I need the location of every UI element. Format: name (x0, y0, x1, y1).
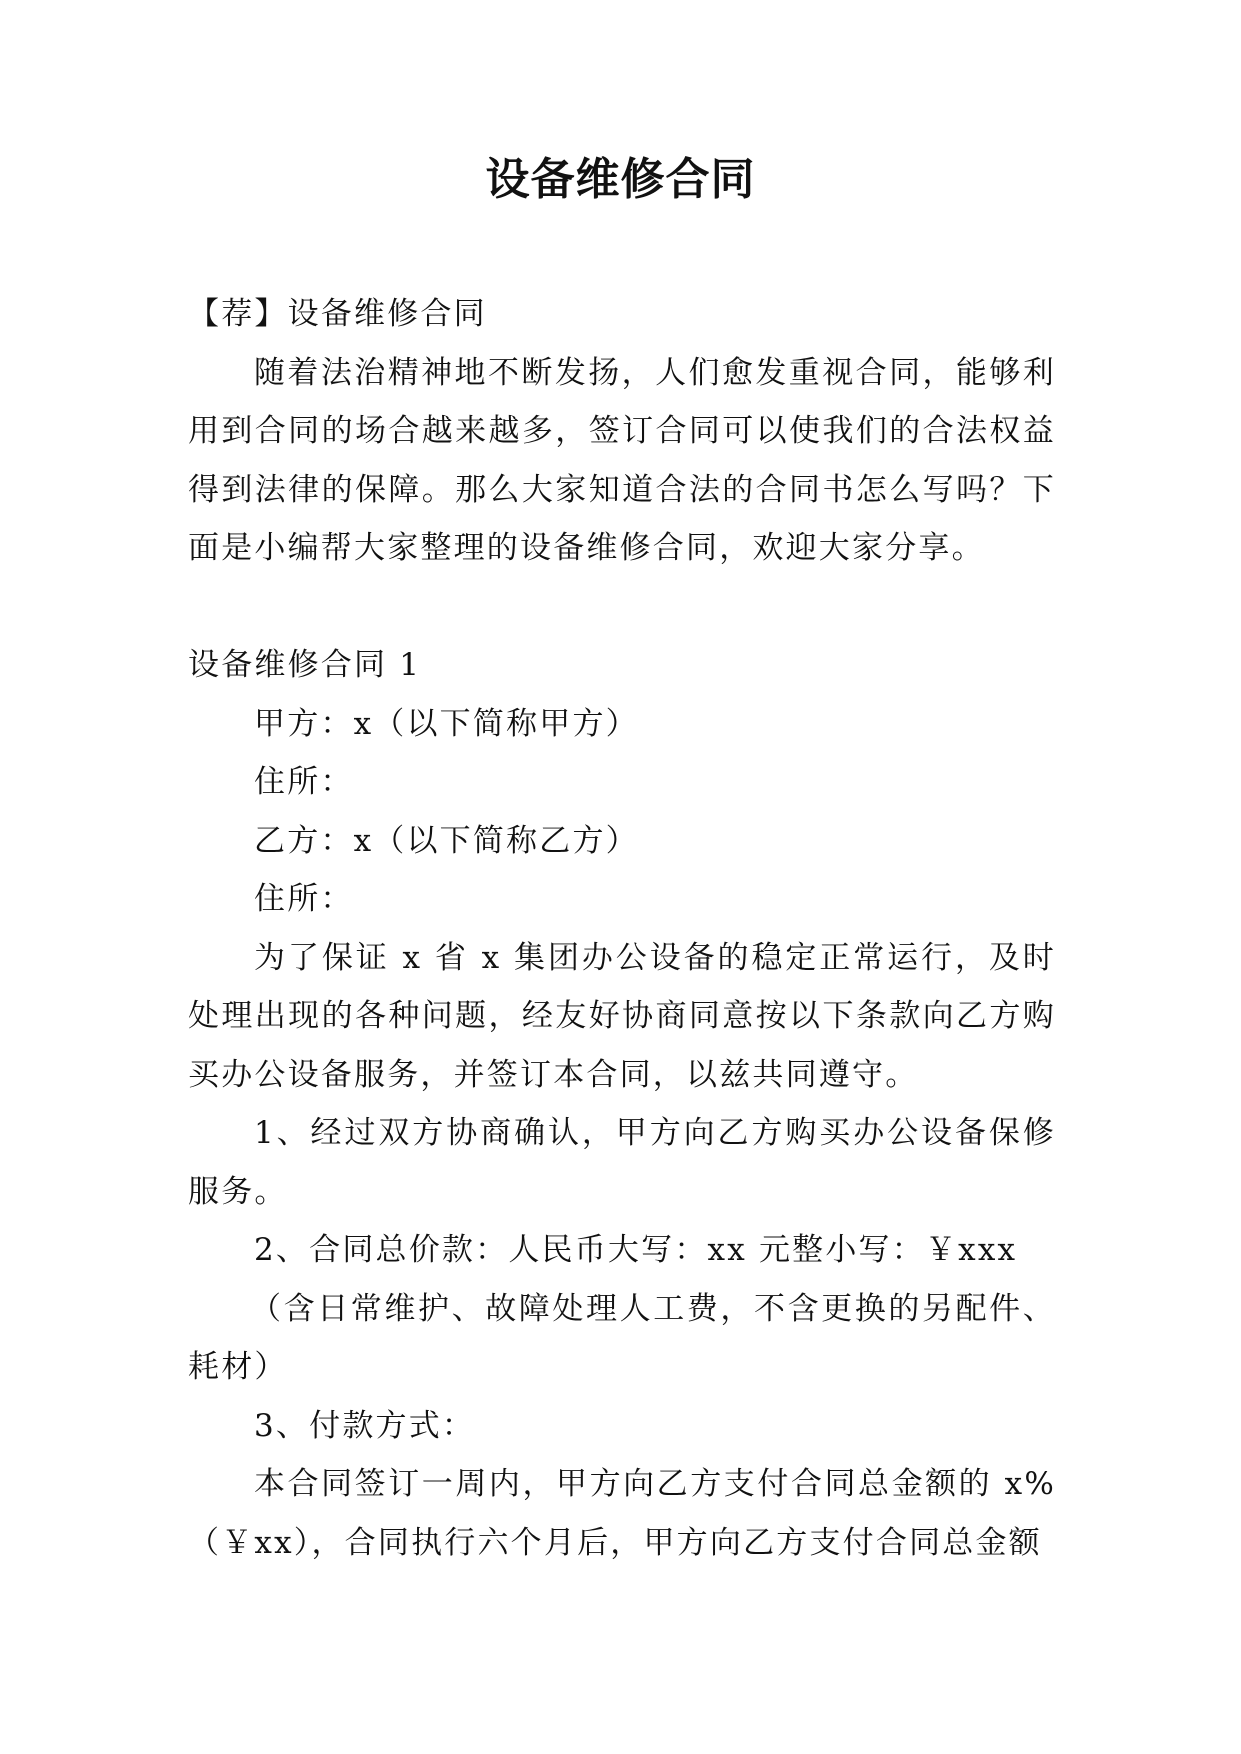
payment-paragraph: 本合同签订一周内，甲方向乙方支付合同总金额的 x%（￥xx），合同执行六个月后，甲方向乙方支付合同总金额 (188, 1466, 1056, 1561)
party-a-address: 住所： (254, 764, 354, 800)
party-b-address: 住所： (254, 881, 354, 917)
contract-heading: 设备维修合同 1 (188, 647, 422, 683)
intro-paragraph: 随着法治精神地不断发扬，人们愈发重视合同，能够利用到合同的场合越来越多，签订合同可以使我们的合法权益得到法律的保障。那么大家知道合法的合同书怎么写吗？下面是小编帮大家整理的设备维修合同，欢迎大家分享。 (188, 354, 1056, 566)
document-title: 设备维修合同 (485, 154, 756, 205)
paragraph-gap (188, 578, 1056, 637)
party-b-line: 乙方：x（以下简称乙方） (254, 822, 639, 859)
party-a-line: 甲方：x（以下简称甲方） (254, 705, 639, 742)
purpose-paragraph: 为了保证 x 省 x 集团办公设备的稳定正常运行，及时处理出现的各种问题，经友好协商同意按以下条款向乙方购买办公设备服务，并签订本合同，以兹共同遵守。 (188, 939, 1056, 1093)
clause-1: 1、经过双方协商确认，甲方向乙方购买办公设备保修服务。 (188, 1115, 1056, 1210)
document-body (188, 285, 1056, 1572)
clause-3: 3、付款方式： (254, 1407, 476, 1444)
clause-2-note: （含日常维护、故障处理人工费，不含更换的另配件、耗材） (188, 1290, 1056, 1385)
clause-2: 2、合同总价款：人民币大写：xx 元整小写：￥xxx (254, 1232, 1018, 1268)
recommend-heading: 【荐】设备维修合同 (188, 296, 487, 332)
